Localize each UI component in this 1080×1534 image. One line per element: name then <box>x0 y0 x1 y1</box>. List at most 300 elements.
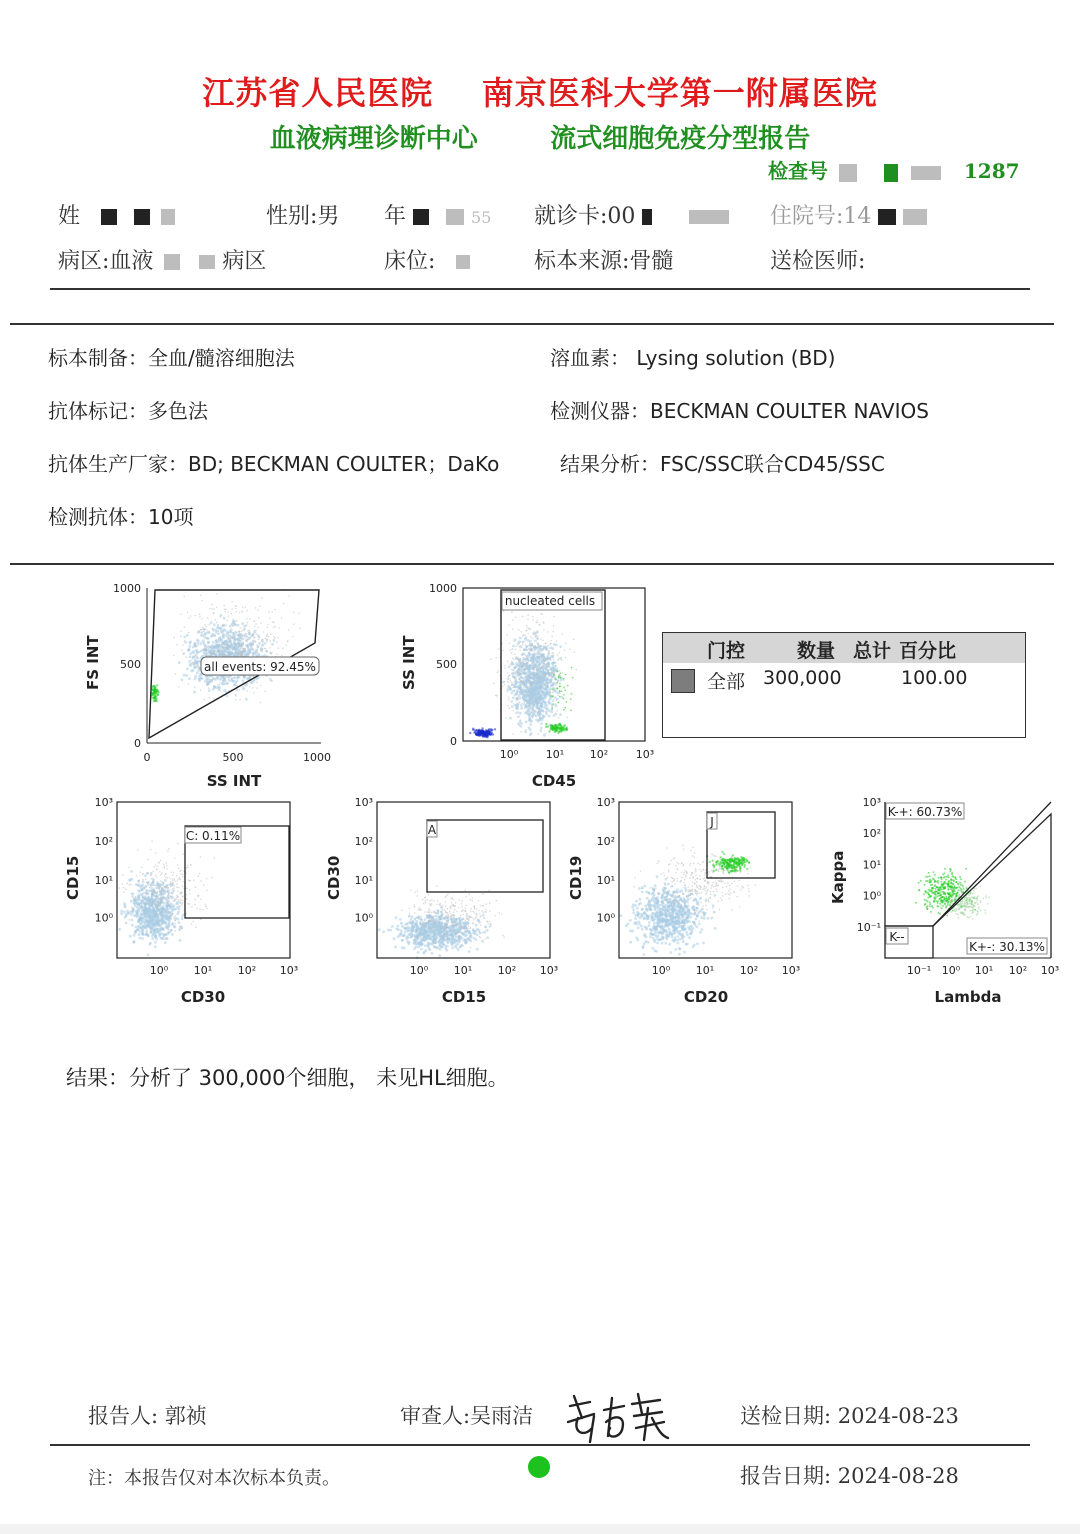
p4-event <box>441 935 443 937</box>
p2-event <box>516 672 518 674</box>
p3-event <box>151 840 153 842</box>
p2-event <box>548 709 551 712</box>
antibody-count: 检测抗体：10项 <box>48 505 194 529</box>
p2-event <box>545 685 547 687</box>
p2-event <box>539 685 541 687</box>
p1-event <box>247 645 249 647</box>
p2-event <box>485 734 487 736</box>
p1-event <box>197 640 200 643</box>
p1-event <box>239 677 241 679</box>
p3-event <box>156 883 158 885</box>
p3-event <box>172 913 174 915</box>
p2-event <box>533 681 535 683</box>
p4-event <box>406 940 409 943</box>
p2-event <box>545 726 547 728</box>
p3-event <box>146 892 148 894</box>
p2-event <box>571 693 573 695</box>
p2-event <box>534 633 536 635</box>
p2-event <box>541 654 543 656</box>
p3-event <box>181 916 183 918</box>
p2-event <box>525 674 527 676</box>
p3-event <box>134 926 137 929</box>
p3-event <box>153 866 155 868</box>
p1-event <box>231 623 233 625</box>
p2-event <box>469 732 471 734</box>
p4-event <box>479 937 481 939</box>
p1-ytick: 500 <box>120 658 141 671</box>
p2-event <box>530 706 532 708</box>
p1-event <box>188 641 191 644</box>
p1-event <box>246 650 249 653</box>
p2-event <box>537 720 540 723</box>
p1-event <box>180 614 182 616</box>
p2-event <box>526 627 528 629</box>
p4-event <box>470 938 472 940</box>
p1-event <box>239 612 241 614</box>
p4-event <box>431 917 433 919</box>
specimen-source: 标本来源:骨髓 <box>534 249 674 274</box>
p2-event <box>522 641 524 643</box>
p1-event <box>235 620 237 622</box>
p1-event <box>227 644 229 646</box>
p1-event <box>247 630 249 632</box>
p2-event <box>545 723 547 725</box>
p2-event <box>532 634 534 636</box>
p2-event <box>512 696 515 699</box>
p2-event <box>515 617 517 619</box>
p4-event <box>439 943 442 946</box>
p4-event <box>419 936 422 939</box>
p2-event <box>528 671 531 674</box>
p2-event <box>563 687 565 689</box>
p2-event <box>505 717 507 719</box>
p3-event <box>206 890 208 892</box>
p4-event <box>470 947 472 949</box>
p2-event <box>527 688 529 690</box>
p2-event <box>520 704 523 707</box>
p3-event <box>214 857 216 859</box>
p1-event <box>220 627 223 630</box>
p2-event <box>497 672 499 674</box>
p2-event <box>561 691 563 693</box>
p1-event <box>253 641 255 643</box>
p1-event <box>266 635 268 637</box>
p4-event <box>455 936 458 939</box>
p3-event <box>150 874 152 876</box>
p2-event <box>516 644 518 646</box>
p1-event <box>258 617 260 619</box>
p3-event <box>177 843 179 845</box>
p2-event <box>527 639 530 642</box>
p3-event <box>188 879 190 881</box>
p1-event <box>155 698 157 700</box>
p1-event <box>200 677 203 680</box>
p1-event <box>254 620 256 622</box>
p2-event <box>536 660 538 662</box>
p2-event <box>564 690 566 692</box>
p3-event <box>171 915 173 917</box>
p3-event <box>146 882 148 884</box>
p4-event <box>423 903 425 905</box>
p4-event <box>439 922 441 924</box>
p1-event <box>239 699 241 701</box>
p3-event <box>189 880 191 882</box>
p4-event <box>436 904 438 906</box>
p2-event <box>565 643 567 645</box>
p3-event <box>164 941 167 944</box>
p1-event <box>251 652 253 654</box>
p1-event <box>202 627 204 629</box>
p2-event <box>511 652 513 654</box>
p3-event <box>160 901 162 903</box>
p4-event <box>464 942 467 945</box>
p4-event <box>406 930 409 933</box>
p2-event <box>570 698 572 700</box>
p1-event <box>222 635 225 638</box>
p4-event <box>469 916 471 918</box>
p2-event <box>525 649 527 651</box>
p2-event <box>529 642 531 644</box>
p4-event <box>447 893 449 895</box>
p3-event <box>165 910 167 912</box>
p3-event <box>173 885 175 887</box>
p3-event <box>137 899 140 902</box>
p3-event <box>148 881 150 883</box>
p1-event <box>256 687 258 689</box>
p2-event <box>527 665 529 667</box>
p3-event <box>159 890 161 892</box>
p2-event <box>520 680 522 682</box>
p2-event <box>547 682 549 684</box>
p2-event <box>528 701 530 703</box>
p4-event <box>436 885 438 887</box>
p1-event <box>255 630 257 632</box>
p1-event <box>278 647 280 649</box>
p1-event <box>188 660 191 663</box>
p3-event <box>165 937 167 939</box>
p4-event <box>459 922 462 925</box>
p1-event <box>227 648 229 650</box>
p2-event <box>553 667 556 670</box>
p3-event <box>137 889 140 892</box>
p2-event <box>546 645 548 647</box>
p3-event <box>130 870 133 873</box>
p3-ytick: 10² <box>94 835 113 848</box>
p4-event <box>387 929 390 932</box>
p2-event <box>532 643 534 645</box>
p2-event <box>494 728 496 730</box>
p3-event <box>168 848 170 850</box>
p4-event <box>485 927 487 929</box>
p3-event <box>171 933 174 936</box>
p1-event <box>193 663 195 665</box>
p1-event <box>247 648 249 650</box>
p2-event <box>512 687 514 689</box>
p1-event <box>210 621 213 624</box>
p3-event <box>154 903 156 905</box>
p2-event <box>544 660 546 662</box>
p2-event <box>558 676 560 678</box>
p2-event <box>556 706 558 708</box>
p4-event <box>420 944 423 947</box>
p3-event <box>179 929 181 931</box>
name-label: 姓 <box>58 204 81 229</box>
p1-event <box>220 651 222 653</box>
p4-event <box>461 903 463 905</box>
p1-event <box>202 640 205 643</box>
p1-event <box>220 631 222 633</box>
p2-event <box>514 671 516 673</box>
p4-event <box>437 940 440 943</box>
p1-event <box>237 675 240 678</box>
p2-event <box>507 634 509 636</box>
p1-event <box>213 623 216 626</box>
p1-event <box>244 676 246 678</box>
p1-event <box>233 636 236 639</box>
p3-event <box>125 922 128 925</box>
p1-event <box>216 606 218 608</box>
p2-event <box>561 659 563 661</box>
p2-event <box>520 731 522 733</box>
p2-event <box>538 692 541 695</box>
p1-event <box>185 656 187 658</box>
p1-event <box>152 697 154 699</box>
p1-event <box>247 690 249 692</box>
p2-event <box>554 705 556 707</box>
p2-event <box>512 658 514 660</box>
p1-event <box>213 646 215 648</box>
p3-event <box>137 849 139 851</box>
p3-event <box>167 893 169 895</box>
p2-event <box>535 710 537 712</box>
p3-event <box>162 902 164 904</box>
p3-event <box>154 901 156 903</box>
p1-event <box>243 676 245 678</box>
p2-event <box>512 710 514 712</box>
redaction <box>884 164 898 182</box>
p1-event <box>266 651 268 653</box>
p1-event <box>236 639 239 642</box>
p1-event <box>230 631 233 634</box>
p1-event <box>189 653 192 656</box>
p2-event <box>518 703 520 705</box>
p1-event <box>270 653 272 655</box>
p3-event <box>144 898 147 901</box>
p4-event <box>423 926 425 928</box>
p1-event <box>274 637 276 639</box>
p2-event <box>508 705 510 707</box>
p1-event <box>234 643 236 645</box>
instrument: 检测仪器：BECKMAN COULTER NAVIOS <box>550 399 929 423</box>
p3-event <box>179 879 181 881</box>
p1-event <box>219 684 221 686</box>
p1-event <box>190 644 192 646</box>
p2-event <box>543 666 545 668</box>
p1-event <box>266 638 268 640</box>
p2-event <box>519 697 522 700</box>
p2-event <box>560 677 562 679</box>
p2-event <box>548 653 550 655</box>
p2-event <box>529 723 532 726</box>
p1-event <box>156 684 158 686</box>
p2-event <box>556 700 558 702</box>
age-label: 年 <box>384 204 407 229</box>
p2-event <box>524 730 527 733</box>
p3-event <box>167 931 170 934</box>
p2-event <box>548 715 551 718</box>
p2-event <box>550 640 552 642</box>
p2-event <box>564 649 566 651</box>
p3-event <box>203 884 205 886</box>
p3-event <box>154 884 156 886</box>
p3-event <box>167 895 169 897</box>
p2-event <box>528 652 530 654</box>
p1-event <box>264 642 267 645</box>
p1-event <box>273 636 275 638</box>
p2-event <box>512 645 515 648</box>
p1-event <box>244 628 246 630</box>
p2-event <box>524 675 527 678</box>
p3-event <box>165 933 168 936</box>
p1-event <box>181 649 183 651</box>
p3-event <box>171 880 173 882</box>
p2-event <box>547 677 549 679</box>
p2-event <box>521 703 523 705</box>
p1-event <box>239 645 241 647</box>
p1-event <box>224 611 226 613</box>
p1-event <box>215 640 217 642</box>
p1-event <box>208 689 211 692</box>
p1-event <box>258 642 261 645</box>
p1-event <box>249 676 251 678</box>
p1-event <box>233 647 235 649</box>
p1-event <box>207 648 210 651</box>
p4-event <box>465 908 467 910</box>
p3-event <box>131 924 134 927</box>
p2-event <box>539 681 542 684</box>
p2-event <box>535 700 537 702</box>
p3-event <box>153 881 155 883</box>
p3-event <box>179 926 181 928</box>
p4-event <box>482 893 484 895</box>
p4-event <box>463 918 465 920</box>
p1-event <box>251 644 253 646</box>
p1-event <box>204 628 206 630</box>
p2-event <box>532 646 534 648</box>
p2-event <box>513 640 515 642</box>
p1-event <box>217 630 219 632</box>
p3-event <box>179 939 182 942</box>
p3-event <box>123 887 125 889</box>
p2-event <box>551 668 553 670</box>
p4-event <box>433 920 435 922</box>
p4-event <box>448 922 450 924</box>
p3-event <box>154 929 157 932</box>
p4-event <box>483 917 485 919</box>
p1-event <box>235 699 237 701</box>
redaction <box>878 209 896 225</box>
p2-event <box>553 727 555 729</box>
p2-event <box>530 628 532 630</box>
p2-event <box>515 704 517 706</box>
p1-event <box>173 654 175 656</box>
p3-event <box>142 892 145 895</box>
p4-event <box>489 925 492 928</box>
p2-event <box>559 683 561 685</box>
p4-event <box>472 917 474 919</box>
p3-event <box>154 945 157 948</box>
p4-event <box>424 944 427 947</box>
p1-event <box>219 642 221 644</box>
p4-event <box>417 951 420 954</box>
p2-event <box>540 613 542 615</box>
p2-event <box>521 666 523 668</box>
p4-event <box>490 923 492 925</box>
p1-event <box>197 632 199 634</box>
p1-event <box>225 609 227 611</box>
p1-event <box>298 613 300 615</box>
p3-event <box>151 937 154 940</box>
p3-event <box>124 906 127 909</box>
p3-event <box>145 909 147 911</box>
p4-event <box>453 917 455 919</box>
p4-event <box>499 912 501 914</box>
p2-event <box>512 669 515 672</box>
p2-event <box>523 663 525 665</box>
p2-event <box>528 680 530 682</box>
redaction <box>911 166 941 180</box>
p4-event <box>424 949 427 952</box>
p4-event <box>440 946 443 949</box>
p4-event <box>456 947 458 949</box>
p1-event <box>188 683 190 685</box>
p1-event <box>191 659 193 661</box>
p1-event <box>227 615 229 617</box>
p1-event <box>182 645 184 647</box>
p4-event <box>451 918 454 921</box>
p2-event <box>540 696 542 698</box>
p1-event <box>256 650 258 652</box>
p3-event <box>168 923 170 925</box>
p2-event <box>511 681 513 683</box>
p3-event <box>154 934 157 937</box>
p2-event <box>514 682 517 685</box>
p2-event <box>507 681 509 683</box>
p1-event <box>258 639 260 641</box>
p2-event <box>528 628 530 630</box>
p2-event <box>527 658 529 660</box>
p4-event <box>466 917 468 919</box>
p1-event <box>241 636 243 638</box>
p2-event <box>515 645 517 647</box>
p1-event <box>257 609 259 611</box>
p2-event <box>524 668 526 670</box>
p2-event <box>524 711 527 714</box>
p1-event <box>199 632 201 634</box>
p2-event <box>548 650 550 652</box>
p1-event <box>249 631 251 633</box>
p1-event <box>226 647 228 649</box>
p3-event <box>142 880 145 883</box>
p2-event <box>513 664 515 666</box>
p3-event <box>133 914 136 917</box>
p1-event <box>259 655 261 657</box>
p2-event <box>537 733 539 735</box>
p1-event <box>203 631 205 633</box>
p1-event <box>224 628 226 630</box>
p1-event <box>257 649 259 651</box>
p3-event <box>155 887 158 890</box>
